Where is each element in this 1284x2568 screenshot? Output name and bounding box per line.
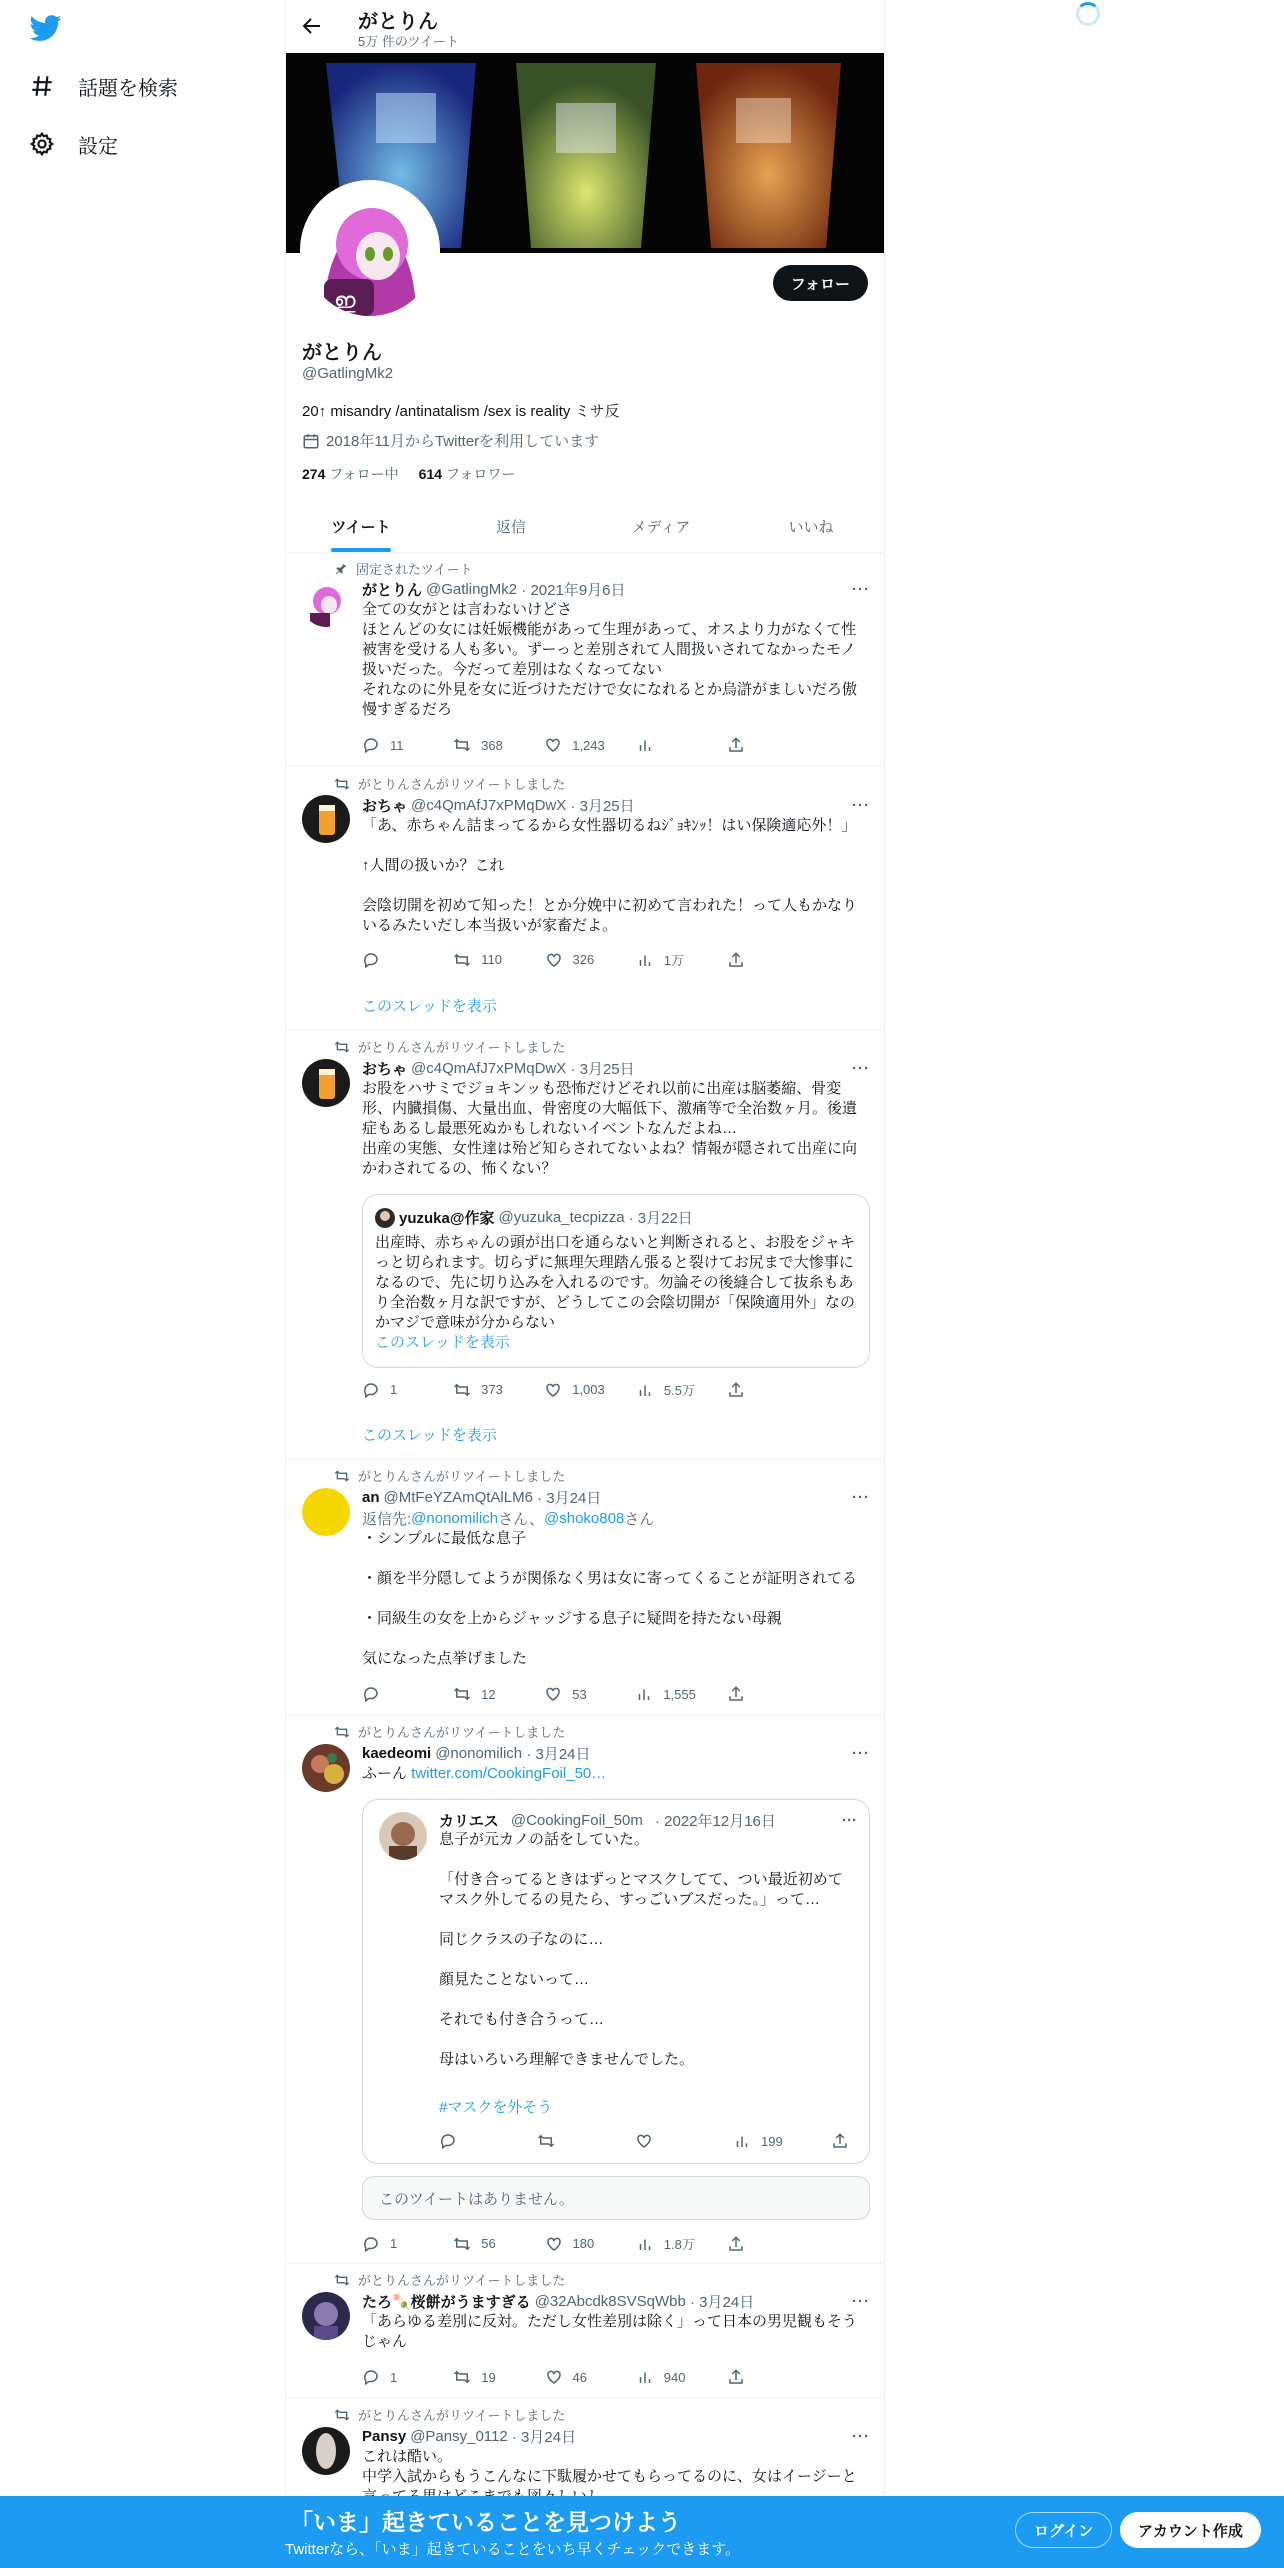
header-name: がとりん	[358, 11, 438, 33]
follow-button[interactable]: フォロー	[773, 265, 868, 301]
reply-icon	[439, 2132, 457, 2150]
quoted-tweet[interactable]	[362, 1799, 870, 2164]
retweet-icon	[453, 736, 471, 754]
retweet-button[interactable]: 19	[453, 2368, 513, 2386]
tweet-text: 全ての女がとは言わないけどさ ほとんどの女には妊娠機能があって生理があって、オスより力がなくて性被害を受ける人も多い。ずーっと差別されて人間扱いされてなかったモノ扱いだった。今だって差別はなくなってない それなのに外見を女に近づけただけで女になれるとか烏滸がましいだろ傲慢すぎるだろ	[362, 601, 858, 718]
heart-icon	[635, 2132, 653, 2150]
views-button[interactable]: 1,555	[635, 1685, 696, 1703]
following-link[interactable]: 274 フォロー中	[302, 466, 399, 482]
share-icon	[727, 2368, 745, 2386]
followers-link[interactable]: 614 フォロワー	[418, 466, 516, 482]
retweet-button[interactable]: 110	[453, 950, 513, 969]
views-button[interactable]: 5.5万	[636, 1380, 696, 1399]
more-options-icon[interactable]: ···	[852, 1745, 870, 1762]
profile-joined-text: 2018年11月からTwitterを利用しています	[326, 433, 600, 450]
like-button[interactable]: 46	[545, 2368, 605, 2386]
profile-column	[285, 0, 885, 2568]
share-icon	[727, 951, 745, 969]
tweet[interactable]	[286, 1031, 885, 1460]
heart-icon	[544, 1381, 562, 1399]
quote-text: 出産時、赤ちゃんの頭が出口を通らないと判断されると、お股をジャキっと切られます。切らずに無理矢理踏ん張ると裂けてお尻まで大惨事になるので、先に切り込みを入れるのです。勿論その後縫合して抜糸もあり全治数ヶ月な訳ですが、どうしてこの会陰切開が「保険適用外」なのかマジで意味が分からない	[375, 1234, 856, 1331]
nav-explore-label: 話題を検索	[78, 77, 178, 100]
heart-icon	[545, 2235, 563, 2253]
retweet-button[interactable]: 373	[453, 1380, 513, 1399]
reply-button[interactable]	[362, 1685, 422, 1703]
signup-banner	[0, 2496, 1284, 2568]
retweet-icon	[537, 2132, 555, 2150]
reply-to: 返信先: @nonomilich さん、 @shoko808 さん	[362, 1510, 655, 1528]
reply-icon	[362, 1685, 380, 1703]
share-button[interactable]	[727, 2234, 787, 2253]
reply-button[interactable]	[362, 950, 422, 969]
mention-link[interactable]: @shoko808	[544, 1510, 625, 1527]
tweet-actions	[362, 950, 787, 969]
more-options-icon[interactable]: ···	[852, 2293, 870, 2310]
views-button[interactable]	[636, 736, 696, 754]
tweet-avatar[interactable]	[302, 579, 350, 627]
reply-icon	[362, 951, 380, 969]
hashtag-link[interactable]: #マスクを外そう	[439, 2099, 553, 2116]
tweet[interactable]	[286, 553, 885, 767]
views-button[interactable]: 199	[733, 2132, 793, 2150]
reply-icon	[362, 2368, 380, 2386]
retweet-icon	[334, 1468, 350, 1484]
twitter-logo-icon[interactable]	[28, 12, 64, 44]
retweet-button[interactable]	[537, 2132, 597, 2150]
tweet-context: がとりんさんがリツイートしました	[334, 2405, 565, 2424]
quote-actions	[439, 2132, 849, 2150]
svg-text:ഇ: ഇ	[334, 289, 356, 314]
show-thread-link[interactable]: このスレッドを表示	[362, 1427, 497, 1444]
profile-tabs	[286, 500, 885, 553]
heart-icon	[545, 2368, 563, 2386]
share-button[interactable]	[727, 1685, 787, 1703]
share-button[interactable]	[727, 1380, 787, 1399]
share-button[interactable]	[831, 2132, 849, 2150]
signup-banner-title: 「いま」起きていることを見つけよう	[290, 2509, 681, 2535]
tweet-text: ・シンプルに最低な息子 ・顔を半分隠してようが関係なく男は女に寄ってくることが証明されてる ・同級生の女を上からジャッジする息子に疑問を持たない母親 気になった点挙げました	[362, 1530, 858, 1667]
tweet-avatar[interactable]	[302, 2427, 350, 2475]
retweet-icon	[334, 2272, 350, 2288]
header-tweet-count: 5万 件のツイート	[358, 34, 459, 49]
tweet-header: がとりん @GatlingMk2 · 2021年9月6日 ···	[362, 581, 870, 599]
like-button[interactable]: 1,003	[544, 1380, 605, 1399]
tweet-text: これは酷い。 中学入試からもうこんなに下駄履かせてもらってるのに、女はイージーと	[362, 2448, 857, 2485]
quote-avatar	[375, 1208, 395, 1228]
like-button[interactable]: 53	[544, 1685, 604, 1703]
profile-stats	[302, 464, 515, 484]
like-button[interactable]: 326	[545, 950, 605, 969]
tweet-avatar[interactable]	[302, 2292, 350, 2340]
heart-icon	[544, 736, 562, 754]
profile-joined	[302, 430, 599, 451]
tweet-link[interactable]: twitter.com/CookingFoil_50…	[411, 1765, 607, 1782]
tweet-text: ふーん twitter.com/CookingFoil_50…	[362, 1765, 607, 1782]
show-thread-link[interactable]: このスレッドを表示	[362, 998, 497, 1015]
more-options-icon[interactable]: ···	[842, 1812, 857, 1829]
reply-icon	[362, 736, 380, 754]
login-button[interactable]: ログイン	[1015, 2512, 1112, 2548]
nav-explore[interactable]	[28, 66, 178, 106]
views-icon	[636, 2368, 654, 2386]
tab-replies[interactable]: 返信	[495, 518, 526, 536]
retweet-icon	[453, 1381, 471, 1399]
signup-button[interactable]: アカウント作成	[1120, 2512, 1261, 2548]
tweet-context: 固定されたツイート	[334, 559, 472, 578]
heart-icon	[545, 951, 563, 969]
tab-tweets[interactable]: ツイート	[286, 500, 436, 552]
tweet-avatar[interactable]	[302, 1059, 350, 1107]
signup-banner-subtitle: Twitterなら、「いま」起きていることをいち早くチェックできます。	[285, 2541, 741, 2558]
retweet-icon	[334, 1724, 350, 1740]
reply-button[interactable]	[439, 2132, 499, 2150]
hashtag-icon	[28, 72, 56, 100]
tab-media[interactable]: メディア	[631, 518, 691, 536]
retweet-icon	[453, 951, 471, 969]
tweet-header: Pansy @Pansy_0112 · 3月24日 ···	[362, 2428, 870, 2446]
profile-handle: @GatlingMk2	[302, 365, 394, 382]
share-icon	[727, 1381, 745, 1399]
tweet-avatar[interactable]	[302, 1488, 350, 1536]
tweet-actions	[362, 736, 787, 754]
tweet[interactable]	[286, 767, 885, 1031]
tweet-text: お股をハサミでジョキンッも恐怖だけどそれ以前に出産は脳萎縮、骨変形、内臓損傷、大量出血、骨密度の大幅低下、激痛等で全治数ヶ月。後遺症もあるし最悪死ぬかもしれないイベントなんだよね… 出産の実態、女性達は殆ど知らされてないよね？情報が隠されて出産に向かわされてるの、怖くない？	[362, 1080, 858, 1177]
tweet-actions	[362, 2234, 787, 2253]
unavailable-tweet-notice: このツイートはありません。	[362, 2176, 870, 2220]
quote-header: カリエス @CookingFoil_50m · 2022年12月16日 ···	[439, 1812, 857, 1830]
tweet-text: 「あ、赤ちゃん詰まってるから女性器切るねｼﾞｮｷﾝｯ！はい保険適応外！」 ↑人間の扱いか？これ 会陰切開を初めて知った！とか分娩中に初めて言われた！って人もかなりいるみたいだし本当扱いが家畜だよ。	[362, 817, 858, 934]
back-arrow-icon[interactable]	[300, 14, 324, 38]
tweet[interactable]	[286, 1460, 885, 1716]
retweet-button[interactable]: 56	[453, 2234, 513, 2253]
reply-icon	[362, 2235, 380, 2253]
nav-settings-label: 設定	[78, 135, 118, 158]
retweet-icon	[453, 2368, 471, 2386]
more-options-icon[interactable]: ···	[852, 797, 870, 814]
tweet-actions	[362, 2368, 787, 2386]
share-icon	[727, 736, 745, 754]
quote-avatar	[379, 1812, 427, 1860]
retweet-icon	[334, 1039, 350, 1055]
tweet-context: がとりんさんがリツイートしました	[334, 1722, 565, 1741]
reply-icon	[362, 1381, 380, 1399]
views-icon	[635, 1685, 653, 1703]
views-button[interactable]: 1万	[636, 950, 696, 969]
quote-header: yuzuka@作家 @yuzuka_tecpizza · 3月22日	[375, 1207, 857, 1228]
loading-spinner-icon	[1076, 2, 1100, 26]
reply-button[interactable]: 1	[362, 1380, 422, 1399]
profile-avatar[interactable]	[300, 180, 440, 320]
calendar-icon	[302, 432, 320, 450]
more-options-icon[interactable]: ···	[852, 581, 870, 598]
retweet-button[interactable]: 12	[453, 1685, 513, 1703]
share-button[interactable]	[727, 736, 787, 754]
more-options-icon[interactable]: ···	[852, 2428, 870, 2445]
views-icon	[636, 2235, 654, 2253]
more-options-icon[interactable]: ···	[852, 1060, 870, 1077]
views-icon	[636, 736, 654, 754]
pin-icon	[334, 562, 348, 576]
tweet-actions	[362, 1685, 787, 1703]
share-icon	[727, 2235, 745, 2253]
retweet-icon	[334, 2407, 350, 2423]
reply-button[interactable]: 11	[362, 736, 422, 754]
tweet-header: たろ🍡桜餅がうますぎる @32Abcdk8SVSqWbb · 3月24日 ···	[362, 2293, 870, 2311]
tweet-avatar[interactable]	[302, 1744, 350, 1792]
like-button[interactable]: 180	[545, 2234, 605, 2253]
share-button[interactable]	[727, 2368, 787, 2386]
tweet-actions	[362, 1380, 787, 1399]
views-icon	[733, 2132, 751, 2150]
more-options-icon[interactable]: ···	[852, 1489, 870, 1506]
profile-header-bar	[286, 0, 885, 53]
retweet-icon	[453, 1685, 471, 1703]
tweet[interactable]	[286, 1716, 885, 2264]
tweet-avatar[interactable]	[302, 795, 350, 843]
tweet[interactable]	[286, 2264, 885, 2399]
tweet-header: kaedeomi @nonomilich · 3月24日 ···	[362, 1745, 870, 1763]
tweet-text: 「あらゆる差別に反対。ただし女性差別は除く」って日本の男児観もそうじゃん	[362, 2313, 858, 2350]
heart-icon	[544, 1685, 562, 1703]
profile-name: がとりん	[302, 342, 382, 364]
views-icon	[636, 951, 654, 969]
share-button[interactable]	[727, 950, 787, 969]
like-button[interactable]: 1,243	[544, 736, 605, 754]
tweet-header: おちゃ @c4QmAfJ7xPMqDwX · 3月25日 ···	[362, 797, 870, 815]
views-icon	[636, 1381, 654, 1399]
quoted-tweet[interactable]	[362, 1194, 870, 1368]
mention-link[interactable]: @nonomilich	[411, 1510, 499, 1527]
share-icon	[727, 1685, 745, 1703]
tab-likes[interactable]: いいね	[788, 518, 834, 536]
share-icon	[831, 2132, 849, 2150]
nav-settings[interactable]	[28, 124, 118, 164]
retweet-icon	[453, 2235, 471, 2253]
reply-button[interactable]: 1	[362, 2368, 422, 2386]
views-button[interactable]: 1.8万	[636, 2234, 696, 2253]
tweet-context: がとりんさんがリツイートしました	[334, 1466, 565, 1485]
reply-button[interactable]: 1	[362, 2234, 422, 2253]
tweet-header: おちゃ @c4QmAfJ7xPMqDwX · 3月25日 ···	[362, 1060, 870, 1078]
profile-bio: 20↑ misandry /antinatalism /sex is reality ミサ反	[302, 403, 620, 420]
quote-text: 息子が元カノの話をしていた。 「付き合ってるときはずっとマスクしてて、つい最近初めてマスク外してるの見たら、すっごいブスだった。」って… 同じクラスの子なのに… 顔見たことないって… それでも付き合うって… 母はいろいろ理解できませんでした。	[439, 1831, 843, 2068]
tweet-context: がとりんさんがリツイートしました	[334, 1037, 565, 1056]
retweet-icon	[334, 776, 350, 792]
quote-show-thread-link[interactable]: このスレッドを表示	[375, 1334, 510, 1351]
like-button[interactable]	[635, 2132, 695, 2150]
tweet-header: an @MtFeYZAmQtAlLM6 · 3月24日 ···	[362, 1489, 870, 1507]
tweet-context: がとりんさんがリツイートしました	[334, 2270, 565, 2289]
tweet-context: がとりんさんがリツイートしました	[334, 774, 565, 793]
profile-avatar-image	[304, 184, 436, 316]
gear-icon	[28, 130, 56, 158]
retweet-button[interactable]: 368	[453, 736, 513, 754]
views-button[interactable]: 940	[636, 2368, 696, 2386]
